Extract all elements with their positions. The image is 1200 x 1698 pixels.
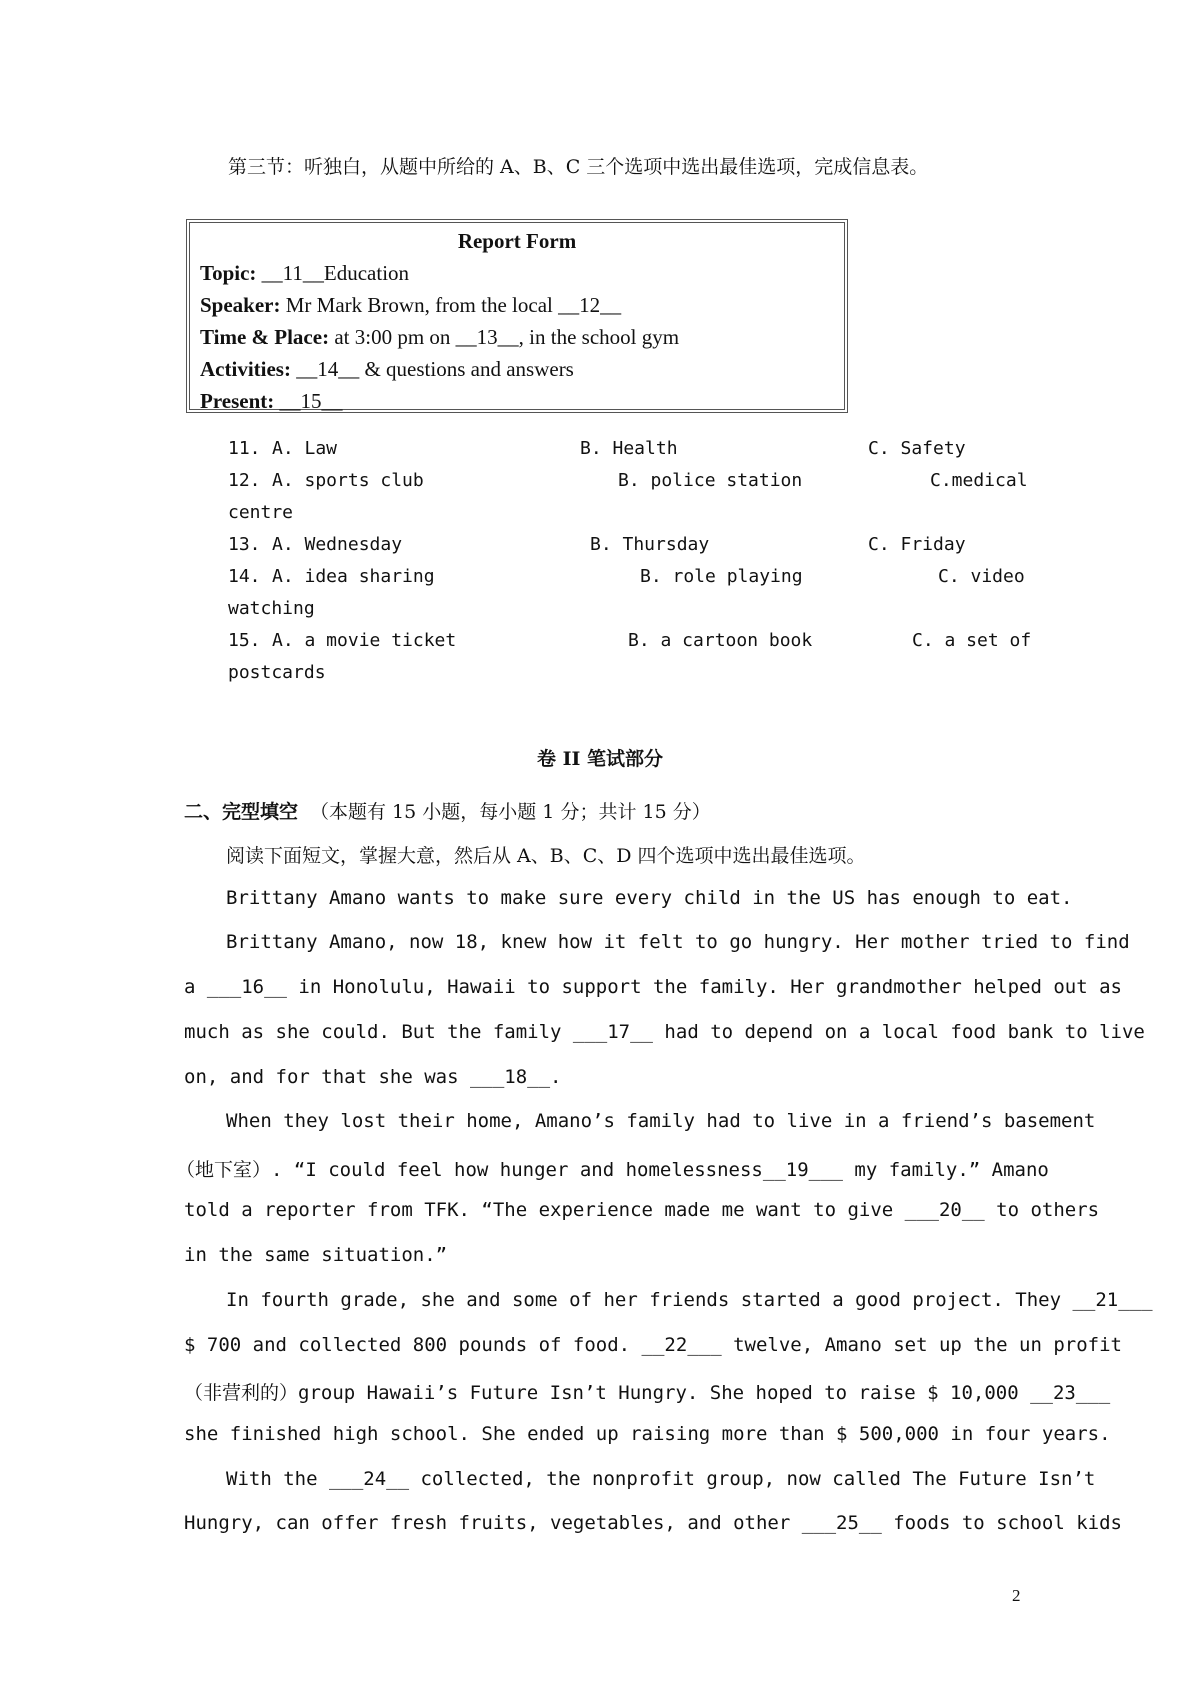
option-b: B. police station — [618, 470, 803, 491]
page-number: 2 — [1012, 1586, 1021, 1605]
cloze-heading-line — [184, 797, 711, 824]
option-b: B. role playing — [640, 566, 803, 587]
report-label: Time & Place: — [200, 325, 330, 349]
report-value: __14__ & questions and answers — [290, 357, 574, 381]
passage-line: Brittany Amano, now 18, knew how it felt to go hungry. Her mother tried to find — [226, 931, 1130, 953]
report-time-place-line — [200, 325, 679, 350]
passage-line: When they lost their home, Amano’s family had to live in a friend’s basement — [226, 1110, 1096, 1132]
passage-line: much as she could. But the family ___17__ had to depend on a local food bank to live — [184, 1021, 1145, 1043]
report-label: Speaker: — [200, 293, 281, 317]
passage-line: she finished high school. She ended up raising more than $ 500,000 in four years. — [184, 1423, 1111, 1445]
passage-line: Brittany Amano wants to make sure every child in the US has enough to eat. — [226, 887, 1073, 909]
question-number: 14. — [228, 566, 261, 587]
report-label: Activities: — [200, 357, 291, 381]
passage-line: told a reporter from TFK. “The experience made me want to give ___20__ to others — [184, 1199, 1100, 1221]
report-form — [186, 219, 848, 413]
option-a: A. idea sharing — [272, 566, 435, 587]
passage-line: on, and for that she was ___18__. — [184, 1066, 562, 1088]
report-value: __11__Education — [256, 261, 410, 285]
passage-line: a ___16__ in Honolulu, Hawaii to support the family. Her grandmother helped out as — [184, 976, 1122, 998]
passage-line: With the ___24__ collected, the nonprofit group, now called The Future Isn’t — [226, 1468, 1096, 1490]
question-number: 11. — [228, 438, 261, 459]
option-c: C.medical — [930, 470, 1028, 491]
report-value: at 3:00 pm on __13__, in the school gym — [329, 325, 680, 349]
option-c-wrap: watching — [228, 598, 315, 619]
passage-line: $ 700 and collected 800 pounds of food. __22___ twelve, Amano set up the un profit — [184, 1334, 1122, 1356]
passage-line: In fourth grade, she and some of her friends started a good project. They __21___ — [226, 1289, 1153, 1311]
section-instruction: 第三节：听独白，从题中所给的 A、B、C 三个选项中选出最佳选项，完成信息表。 — [228, 156, 929, 178]
passage-line: in the same situation.” — [184, 1244, 448, 1266]
option-b: B. Thursday — [590, 534, 710, 555]
report-label: Present: — [200, 389, 275, 413]
option-c: C. Friday — [868, 534, 966, 555]
report-form-title: Report Form — [457, 229, 577, 253]
option-c: C. a set of — [912, 630, 1032, 651]
report-present-line — [200, 389, 343, 414]
part-title: 卷 II 笔试部分 — [536, 748, 663, 770]
passage-line: （非营利的）group Hawaii’s Future Isn’t Hungry. She hoped to raise $ 10,000 __23___ — [184, 1382, 1111, 1404]
question-number: 13. — [228, 534, 261, 555]
option-b: B. a cartoon book — [628, 630, 813, 651]
cloze-instruction: 阅读下面短文，掌握大意，然后从 A、B、C、D 四个选项中选出最佳选项。 — [226, 845, 866, 867]
report-activities-line — [200, 357, 574, 382]
question-number: 15. — [228, 630, 261, 651]
report-value: __15__ — [274, 389, 343, 413]
report-value: Mr Mark Brown, from the local __12__ — [280, 293, 622, 317]
option-a: A. sports club — [272, 470, 424, 491]
passage-line: （地下室）. “I could feel how hunger and homelessness__19___ my family.” Amano — [176, 1159, 1049, 1181]
option-a: A. Wednesday — [272, 534, 403, 555]
question-number: 12. — [228, 470, 261, 491]
option-a: A. a movie ticket — [272, 630, 457, 651]
option-c: C. Safety — [868, 438, 966, 459]
option-c-wrap: postcards — [228, 662, 326, 683]
report-speaker-line — [200, 293, 621, 318]
cloze-note: （本题有 15 小题，每小题 1 分；共计 15 分） — [310, 801, 711, 823]
option-b: B. Health — [580, 438, 678, 459]
passage-line: Hungry, can offer fresh fruits, vegetables, and other ___25__ foods to school kids — [184, 1512, 1122, 1534]
option-a: A. Law — [272, 438, 338, 459]
option-c-wrap: centre — [228, 502, 294, 523]
option-c: C. video — [938, 566, 1025, 587]
cloze-heading: 二、完型填空 — [184, 801, 299, 823]
report-label: Topic: — [200, 261, 257, 285]
report-topic-line — [200, 261, 409, 286]
